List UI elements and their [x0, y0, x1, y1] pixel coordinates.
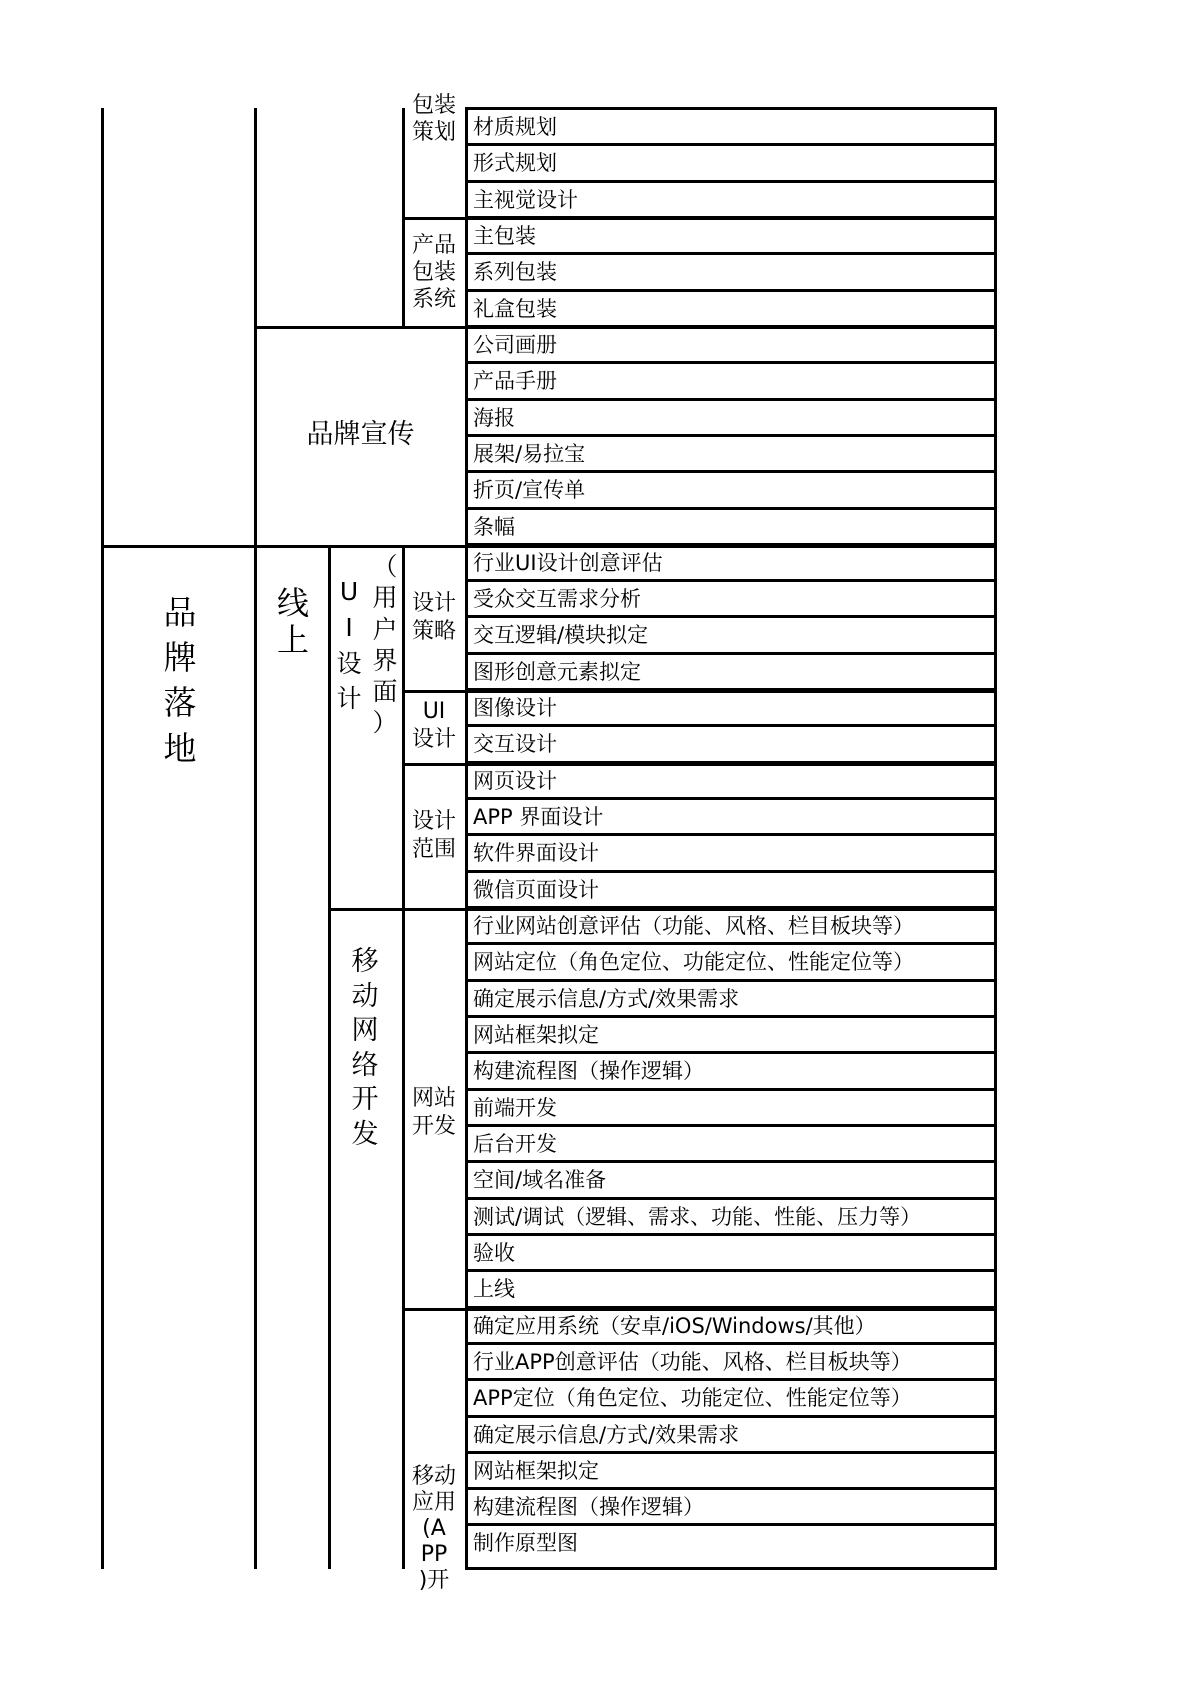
item-cell: 行业网站创意评估（功能、风格、栏目板块等）: [473, 914, 914, 939]
group-mobile-app-dev: 移动 应用 (A PP )开: [411, 1464, 456, 1593]
bottom-line: [465, 1567, 997, 1570]
item-cell: 测试/调试（逻辑、需求、功能、性能、压力等）: [473, 1204, 922, 1229]
item-cell: 折页/宣传单: [473, 478, 586, 503]
item-cell: 条幅: [473, 514, 515, 539]
item-cell: 交互逻辑/模块拟定: [473, 623, 649, 648]
ui-design-col1-char: I: [345, 612, 353, 642]
ui-design-col1-char: 设: [336, 648, 362, 678]
ui-design-col1-char: U: [339, 577, 359, 606]
mobile-network-dev-char: 移: [351, 946, 379, 977]
item-cell: 礼盒包装: [473, 296, 557, 321]
item-cell: 空间/域名准备: [473, 1168, 607, 1193]
ui-design-col2-char: 户: [372, 614, 398, 644]
online-char: 线: [276, 584, 309, 622]
item-cell: 网页设计: [473, 768, 557, 793]
ui-design-col2-char: ）: [372, 708, 398, 738]
item-cell: 前端开发: [473, 1095, 557, 1120]
item-cell: 构建流程图（操作逻辑）: [473, 1495, 704, 1520]
item-cell: 海报: [473, 405, 515, 430]
mobile-network-dev-char: 网: [351, 1015, 379, 1047]
item-cell: 构建流程图（操作逻辑）: [473, 1059, 704, 1084]
item-cell: 材质规划: [473, 115, 557, 139]
brand-landing-char: 落: [163, 683, 197, 723]
brand-promotion-label: 品牌宣传: [306, 419, 415, 450]
ui-design-col2-char: 界: [372, 645, 398, 675]
group-website-dev: 网站 开发: [411, 1086, 456, 1139]
brand-landing-label: [150, 590, 210, 771]
item-cell: 公司画册: [473, 332, 557, 357]
group-design-strategy: 设计 策略: [411, 591, 456, 644]
item-cell: 受众交互需求分析: [473, 587, 641, 612]
brand-landing-char: 地: [163, 728, 197, 768]
group-packaging-planning: 包装 策划: [411, 93, 456, 145]
ui-design-col2-label: [368, 551, 402, 739]
group-product-packaging-system: 产品 包装 系统: [411, 233, 456, 312]
item-cell: 验收: [473, 1240, 515, 1265]
item-cell: 确定应用系统（安卓/iOS/Windows/其他）: [473, 1313, 876, 1338]
online-char: 上: [276, 621, 309, 660]
item-cell: 系列包装: [473, 260, 557, 285]
item-cell: 软件界面设计: [473, 841, 599, 866]
item-cell: 后台开发: [473, 1131, 557, 1156]
mobile-network-dev-label: [345, 945, 385, 1152]
col-line-level3: [328, 546, 331, 1569]
item-cell: APP 界面设计: [473, 805, 604, 830]
brand-landing-char: 品: [163, 593, 197, 632]
item-cell: 确定展示信息/方式/效果需求: [473, 1422, 740, 1447]
item-cell: 交互设计: [473, 732, 557, 757]
ui-design-col1-label: [334, 574, 364, 717]
item-cell: 图像设计: [473, 696, 557, 721]
ui-design-col2-char: （: [372, 552, 398, 581]
item-cell: APP定位（角色定位、功能定位、性能定位等）: [473, 1386, 912, 1411]
ui-design-col2-char: 面: [372, 677, 398, 706]
item-cell: 行业UI设计创意评估: [473, 550, 663, 575]
ui-design-col2-char: 用: [372, 583, 398, 613]
mobile-network-dev-char: 络: [351, 1049, 379, 1081]
item-cell: 确定展示信息/方式/效果需求: [473, 986, 740, 1011]
item-cell: 网站框架拟定: [473, 1023, 599, 1047]
mobile-network-dev-char: 开: [351, 1084, 379, 1116]
col-line-left: [101, 108, 104, 1569]
group-ui-design: UI 设计: [411, 699, 456, 752]
item-cell: 网站框架拟定: [473, 1458, 599, 1483]
item-cell: 微信页面设计: [473, 877, 599, 902]
item-cell: 图形创意元素拟定: [473, 659, 641, 684]
item-cell: 主包装: [473, 223, 536, 248]
brand-landing-char: 牌: [163, 638, 197, 678]
item-cell: 展架/易拉宝: [473, 441, 586, 466]
item-cell: 行业APP创意评估（功能、风格、栏目板块等）: [473, 1349, 912, 1374]
item-cell: 上线: [473, 1277, 515, 1302]
online-label: [268, 585, 318, 660]
mobile-network-dev-char: 动: [351, 980, 379, 1012]
item-cell: 主视觉设计: [473, 187, 578, 212]
item-cell: 形式规划: [473, 151, 557, 176]
mobile-network-dev-char: 发: [351, 1118, 379, 1150]
ui-design-col1-char: 计: [336, 684, 362, 714]
item-cell: 产品手册: [473, 369, 557, 394]
item-cell: 制作原型图: [473, 1531, 578, 1556]
group-design-scope: 设计 范围: [411, 809, 456, 862]
item-cell: 网站定位（角色定位、功能定位、性能定位等）: [473, 950, 914, 975]
